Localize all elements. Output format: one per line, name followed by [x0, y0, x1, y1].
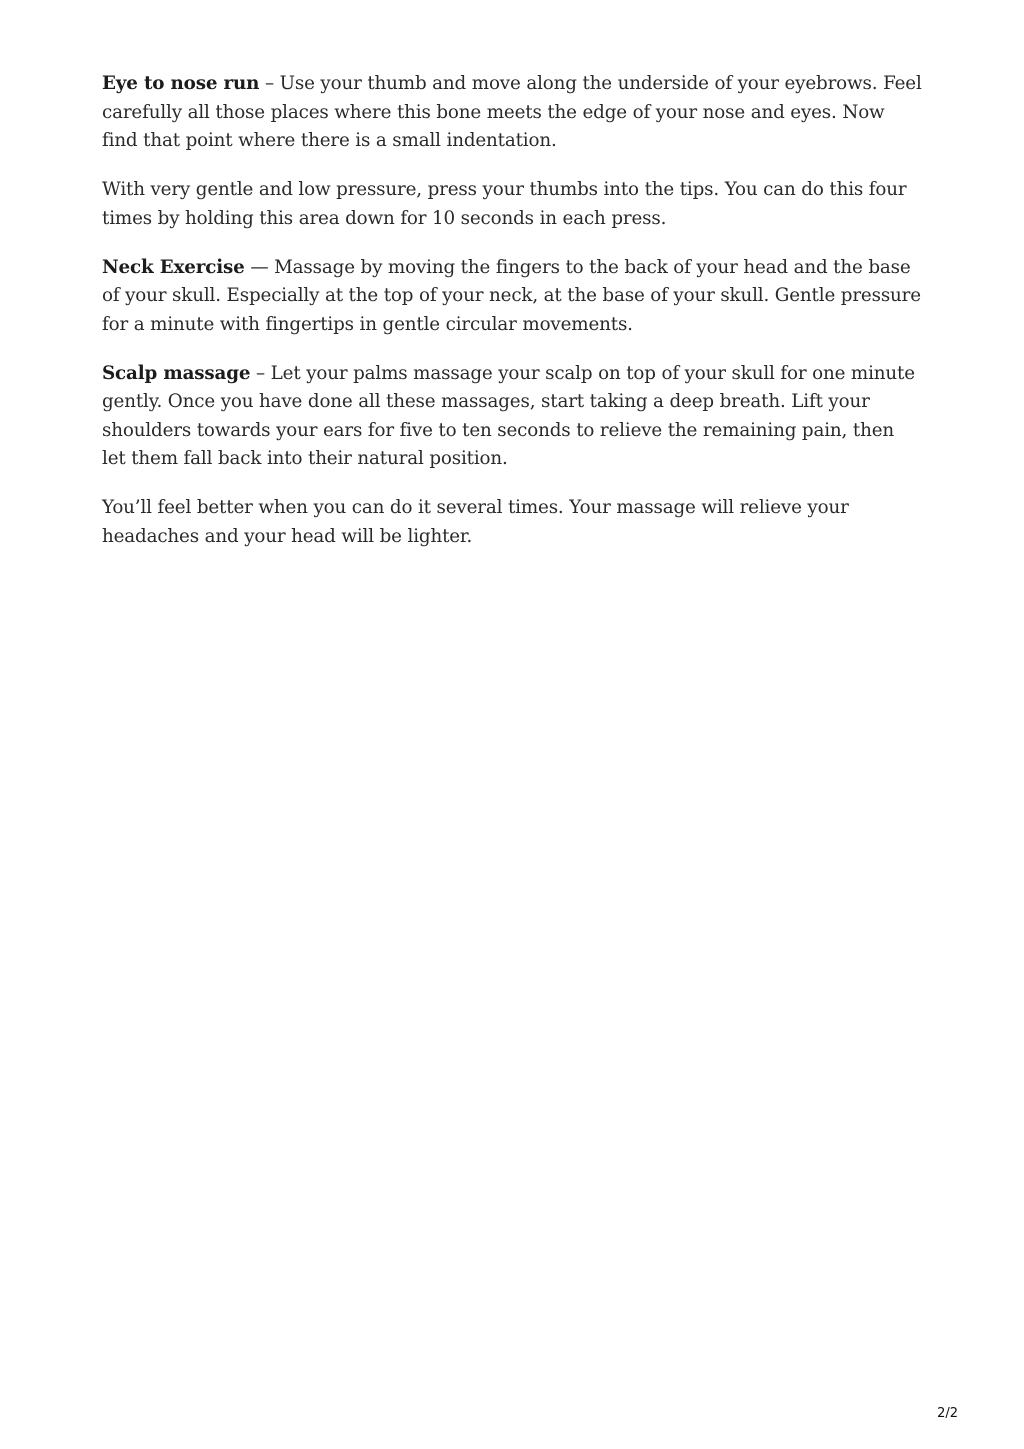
paragraph-conclusion	[102, 494, 922, 551]
paragraph-scalp-massage	[102, 360, 922, 474]
paragraph-text: – Use your thumb and move along the underside of your eyebrows. Feel carefully all those places where this bone meets the edge of your nose and eyes. Now find that point where there is a small indentation.	[102, 73, 922, 151]
paragraph-text: You’ll feel better when you can do it several times. Your massage will relieve your headaches and your head will be lighter.	[102, 497, 849, 547]
paragraph-eye-to-nose-run	[102, 70, 922, 156]
paragraph-text: – Let your palms massage your scalp on top of your skull for one minute gently. Once you have done all these massages, start taking a deep breath. Lift your shoulders towards your ears for five to ten seconds to relieve the remaining pain, then let them fall back into their natural position.	[102, 362, 915, 469]
article-body	[102, 70, 922, 572]
paragraph-text: — Massage by moving the fingers to the back of your head and the base of your skull. Especially at the top of your neck, at the base of your skull. Gentle pressure for a minute with fingertips in gentle circular movements.	[102, 256, 921, 335]
paragraph-neck-exercise	[102, 254, 922, 340]
paragraph-lead: Neck Exercise	[102, 256, 245, 278]
paragraph-lead: Eye to nose run	[102, 73, 260, 94]
page-number: 2/2	[937, 1406, 958, 1421]
paragraph-lead: Scalp massage	[102, 362, 251, 384]
paragraph-gentle-pressure	[102, 176, 922, 233]
paragraph-text: With very gentle and low pressure, press your thumbs into the tips. You can do this four times by holding this area down for 10 seconds in each press.	[102, 179, 907, 229]
